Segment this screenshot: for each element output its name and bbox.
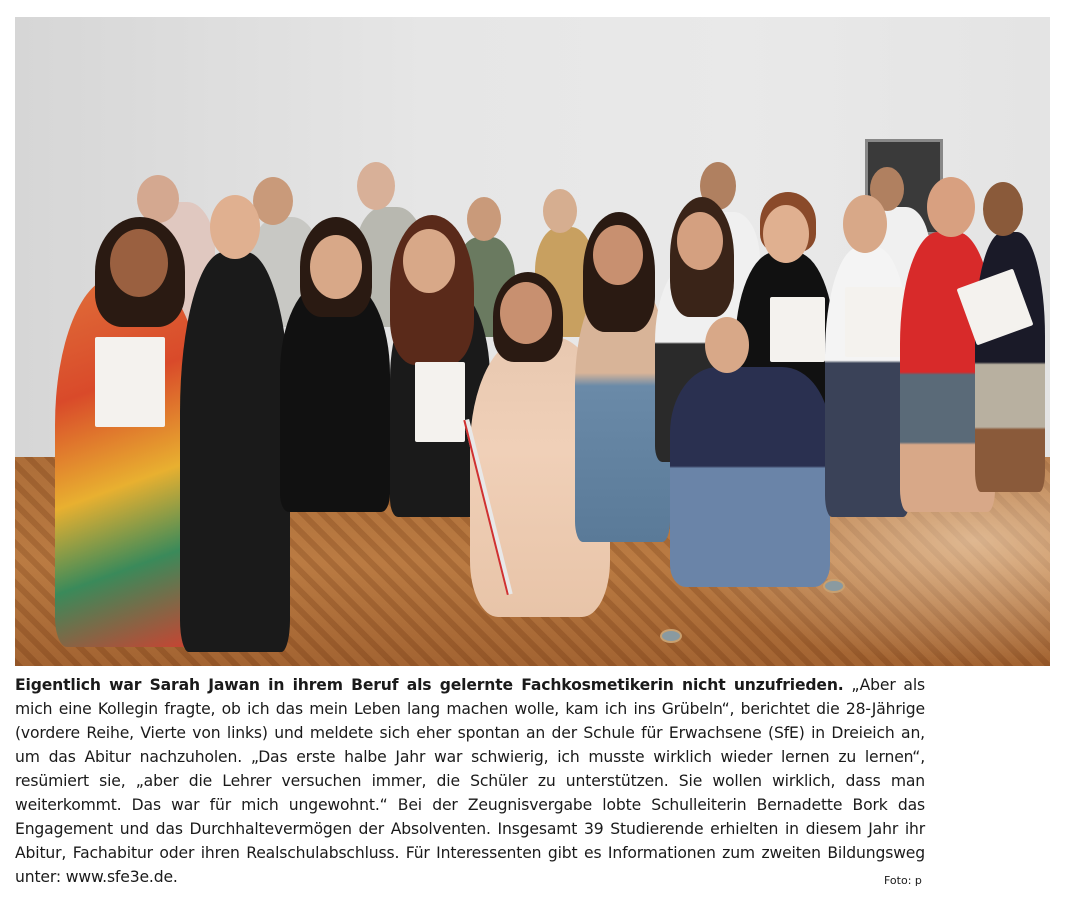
certificate [770, 297, 825, 362]
certificate [415, 362, 465, 442]
photo-credit: Foto: p [884, 874, 922, 887]
group-photo [15, 17, 1050, 666]
certificate [95, 337, 165, 427]
person [180, 252, 290, 652]
photo-caption [15, 673, 925, 889]
caption-lead: Eigentlich war Sarah Jawan in ihrem Beruf als gelernte Fachkosmetikerin nicht unzufrieden. [15, 676, 844, 694]
caption-body: „Aber als mich eine Kollegin fragte, ob ich das mein Leben lang machen wolle, kam ich ins Grübeln“, berichtet die 28-Jährige (vordere Reihe, Vierte von links) und meldete sich eher spontan an der Schule für Erwachsene (SfE) in Dreieich an, um das Abitur nachzuholen. „Das erste halbe Jahr war schwierig, ich musste wirklich wieder lernen zu lernen“, resümiert sie, „aber die Lehrer versuchen immer, die Schüler zu unterstützen. Sie wollen wirklich, dass man weiterkommt. Das war für mich ungewohnt.“ Bei der Zeugnisvergabe lobte Schulleiterin Bernadette Bork das Engagement und das Durchhaltevermögen der Absolventen. Insgesamt 39 Studierende erhielten in diesem Jahr ihr Abitur, Fachabitur oder ihren Realschulabschluss. Für Interessenten gibt es Informationen zum zweiten Bildungsweg unter: www.sfe3e.de. [15, 676, 925, 886]
person [670, 367, 830, 587]
